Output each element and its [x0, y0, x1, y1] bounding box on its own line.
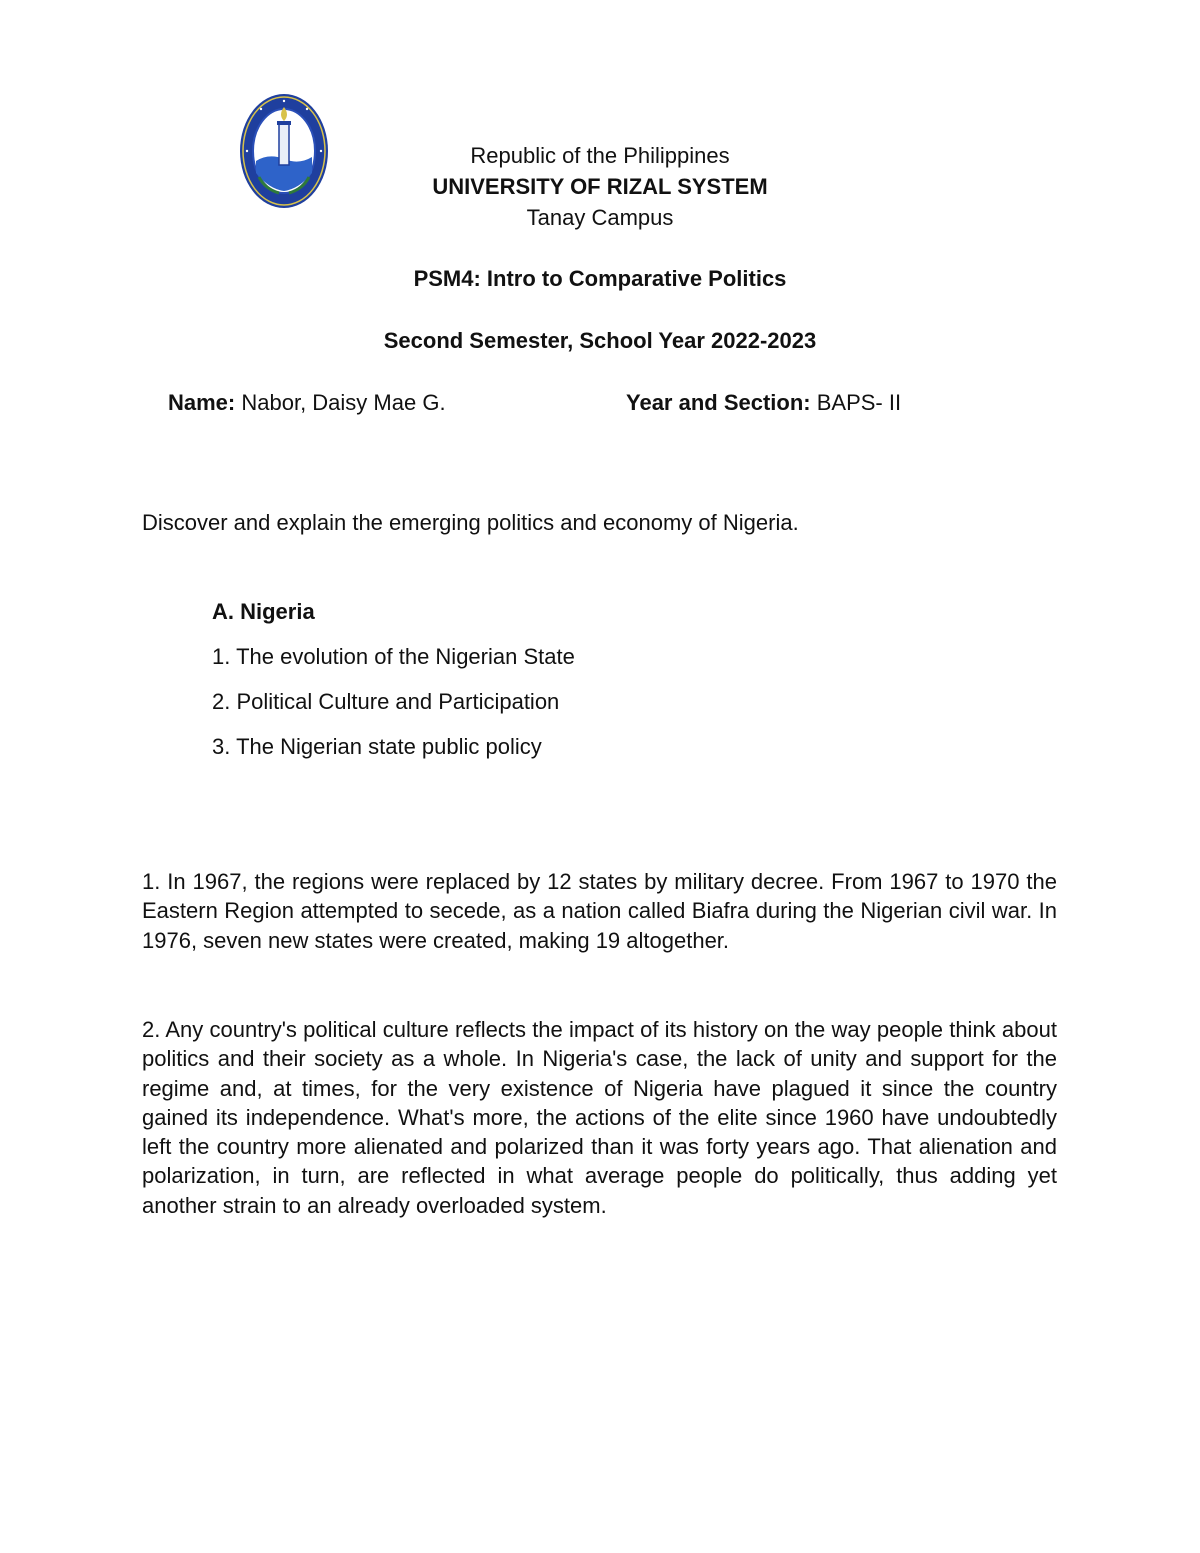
answer-paragraph-1: 1. In 1967, the regions were replaced by 12 states by military decree. From 1967 to 1970 the Eastern Region attempted to secede, as a nation called Biafra during the Nigerian civil war. In 1976, seven new states were created, making 19 altogether. [142, 869, 1057, 953]
section-value: BAPS- II [810, 390, 902, 415]
republic-line: Republic of the Philippines [470, 143, 730, 168]
section-label: Year and Section: [626, 390, 811, 415]
outline-item: 1. The evolution of the Nigerian State [212, 644, 575, 669]
year-section-line [626, 389, 901, 417]
outline-item: 3. The Nigerian state public policy [212, 734, 542, 759]
name-value: Nabor, Daisy Mae G. [235, 390, 446, 415]
student-name-line [168, 389, 446, 417]
answer-paragraph-2: 2. Any country's political culture reflects the impact of its history on the way people think about politics and their society as a whole. In Nigeria's case, the lack of unity and support for the regime and, at times, for the very existence of Nigeria have plagued it since the country gained its independence. What's more, the actions of the elite since 1960 have undoubtedly left the country more alienated and polarized than it was forty years ago. That alienation and polarization, in turn, are reflected in what average people do politically, thus adding yet another strain to an already overloaded system. [142, 1017, 1057, 1218]
outline-heading: A. Nigeria [212, 599, 315, 624]
university-name: UNIVERSITY OF RIZAL SYSTEM [432, 174, 768, 199]
semester-line: Second Semester, School Year 2022-2023 [383, 328, 817, 353]
campus-name: Tanay Campus [526, 205, 674, 230]
assignment-prompt: Discover and explain the emerging politics and economy of Nigeria. [142, 510, 799, 535]
outline-item: 2. Political Culture and Participation [212, 689, 560, 714]
course-title: PSM4: Intro to Comparative Politics [413, 266, 787, 291]
name-label: Name: [168, 390, 236, 415]
